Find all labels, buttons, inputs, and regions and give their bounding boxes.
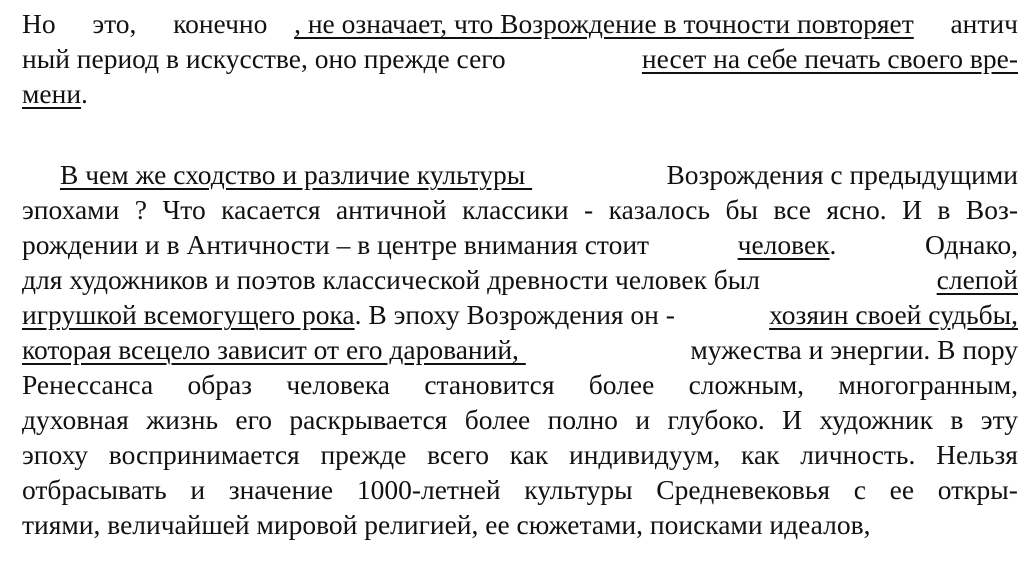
word: как — [509, 439, 549, 470]
word: бы — [725, 194, 758, 225]
p2-line-2 — [22, 192, 1018, 227]
paragraph-gap — [22, 111, 1018, 157]
word: отбрасывать — [22, 474, 167, 505]
word: образ — [187, 369, 253, 400]
p1-l3-period: . — [81, 78, 88, 109]
word: касается — [221, 194, 321, 225]
p2-l6-underlined-phrase: которая всецело зависит от его дарований, — [22, 334, 526, 365]
word: более — [464, 404, 531, 435]
p1-l2-part-a: ный период в искусстве, оно прежде сего — [22, 43, 506, 74]
word: классики — [462, 194, 569, 225]
word: с — [853, 474, 866, 505]
p2-l5-underlined-phrase-1: игрушкой всемогущего рока — [22, 299, 355, 330]
word: и — [635, 404, 651, 435]
word: Воз- — [965, 194, 1018, 225]
p2-line-10 — [22, 472, 1018, 507]
word: Средневековья — [656, 474, 831, 505]
word: и — [190, 474, 206, 505]
word: личность. — [800, 439, 916, 470]
word: ясно. — [826, 194, 887, 225]
word: значение — [228, 474, 334, 505]
p2-line-4 — [22, 262, 1018, 297]
word: в — [950, 404, 964, 435]
p2-l3-underlined-word: человек — [737, 229, 830, 260]
word: Нельзя — [936, 439, 1018, 470]
p2-l5-underlined-phrase-2: хозяин своей судьбы, — [769, 299, 1018, 330]
word: более — [588, 369, 655, 400]
p1-l1-part-b: это, — [92, 8, 137, 39]
p2-line-1 — [22, 157, 1018, 192]
p1-line-2 — [22, 41, 1018, 76]
p1-l1-part-a: Но — [22, 8, 56, 39]
word: индивидуум, — [569, 439, 721, 470]
word: все — [773, 194, 811, 225]
p2-l4-underlined-word: слепой — [936, 264, 1018, 295]
p2-l7-text — [22, 367, 1018, 402]
p2-line-6 — [22, 332, 1018, 367]
p2-l3-part-d: Однако, — [924, 229, 1018, 260]
word: раскрывается — [289, 404, 448, 435]
word: эту — [980, 404, 1018, 435]
document-page — [22, 6, 1018, 542]
word: Что — [162, 194, 206, 225]
word: казалось — [608, 194, 711, 225]
p2-l2-text — [22, 192, 1018, 227]
word: становится — [424, 369, 555, 400]
word: эпохами — [22, 194, 120, 225]
word: человека — [286, 369, 391, 400]
p2-l1-underlined-phrase: В чем же сходство и различие культуры — [60, 159, 533, 190]
p2-l3-part-a: рождении и в Античности – в центре внимания стоит — [22, 229, 650, 260]
word: всего — [427, 439, 489, 470]
word: - — [584, 194, 594, 225]
p2-l5-part-b: . В эпоху Возрождения он - — [354, 299, 675, 330]
p2-line-5 — [22, 297, 1018, 332]
p2-line-3 — [22, 227, 1018, 262]
word: воспринимается — [108, 439, 300, 470]
word: многогранным, — [838, 369, 1018, 400]
word: сложным, — [688, 369, 805, 400]
word: 1000-летней — [356, 474, 501, 505]
p1-l2-underlined-phrase: несет на себе печать своего вре- — [641, 43, 1018, 74]
word: глубоко. — [667, 404, 765, 435]
p2-line-8 — [22, 402, 1018, 437]
p2-l8-text — [22, 402, 1018, 437]
p2-l11-text: тиями, величайшей мировой религией, ее сюжетами, поисками идеалов, — [22, 509, 871, 540]
p1-line-3 — [22, 76, 1018, 111]
word: прежде — [320, 439, 407, 470]
word: духовная — [22, 404, 129, 435]
word: в — [937, 194, 951, 225]
word: ? — [134, 194, 147, 225]
word: как — [741, 439, 780, 470]
p2-l6-part-b: мужества и энергии. В пору — [690, 334, 1018, 365]
p1-l1-part-c: конечно — [173, 8, 268, 39]
p2-line-11 — [22, 507, 1018, 542]
word: культуры — [524, 474, 633, 505]
word: И — [902, 194, 922, 225]
word: жизнь — [146, 404, 218, 435]
word: откры- — [937, 474, 1018, 505]
word: полно — [547, 404, 618, 435]
p2-l10-text — [22, 472, 1018, 507]
p2-l3-period: . — [829, 229, 837, 260]
word: античной — [335, 194, 447, 225]
p1-l1-underlined-phrase: , не означает, что Возрождение в точности повторяет — [294, 8, 914, 39]
word: ее — [889, 474, 915, 505]
p1-l1-part-e: антич — [950, 8, 1018, 39]
p2-l4-part-a: для художников и поэтов классической древности человек был — [22, 264, 761, 295]
p2-l9-text — [22, 437, 1018, 472]
word: его — [235, 404, 272, 435]
p1-l3-underlined-word: мени — [22, 78, 82, 109]
word: Ренессанса — [22, 369, 154, 400]
p2-line-7 — [22, 367, 1018, 402]
p2-l1-part-b: Возрождения с предыдущими — [666, 159, 1018, 190]
word: художник — [819, 404, 933, 435]
p2-line-9 — [22, 437, 1018, 472]
word: эпоху — [22, 439, 89, 470]
word: И — [782, 404, 803, 435]
p1-line-1 — [22, 6, 1018, 41]
